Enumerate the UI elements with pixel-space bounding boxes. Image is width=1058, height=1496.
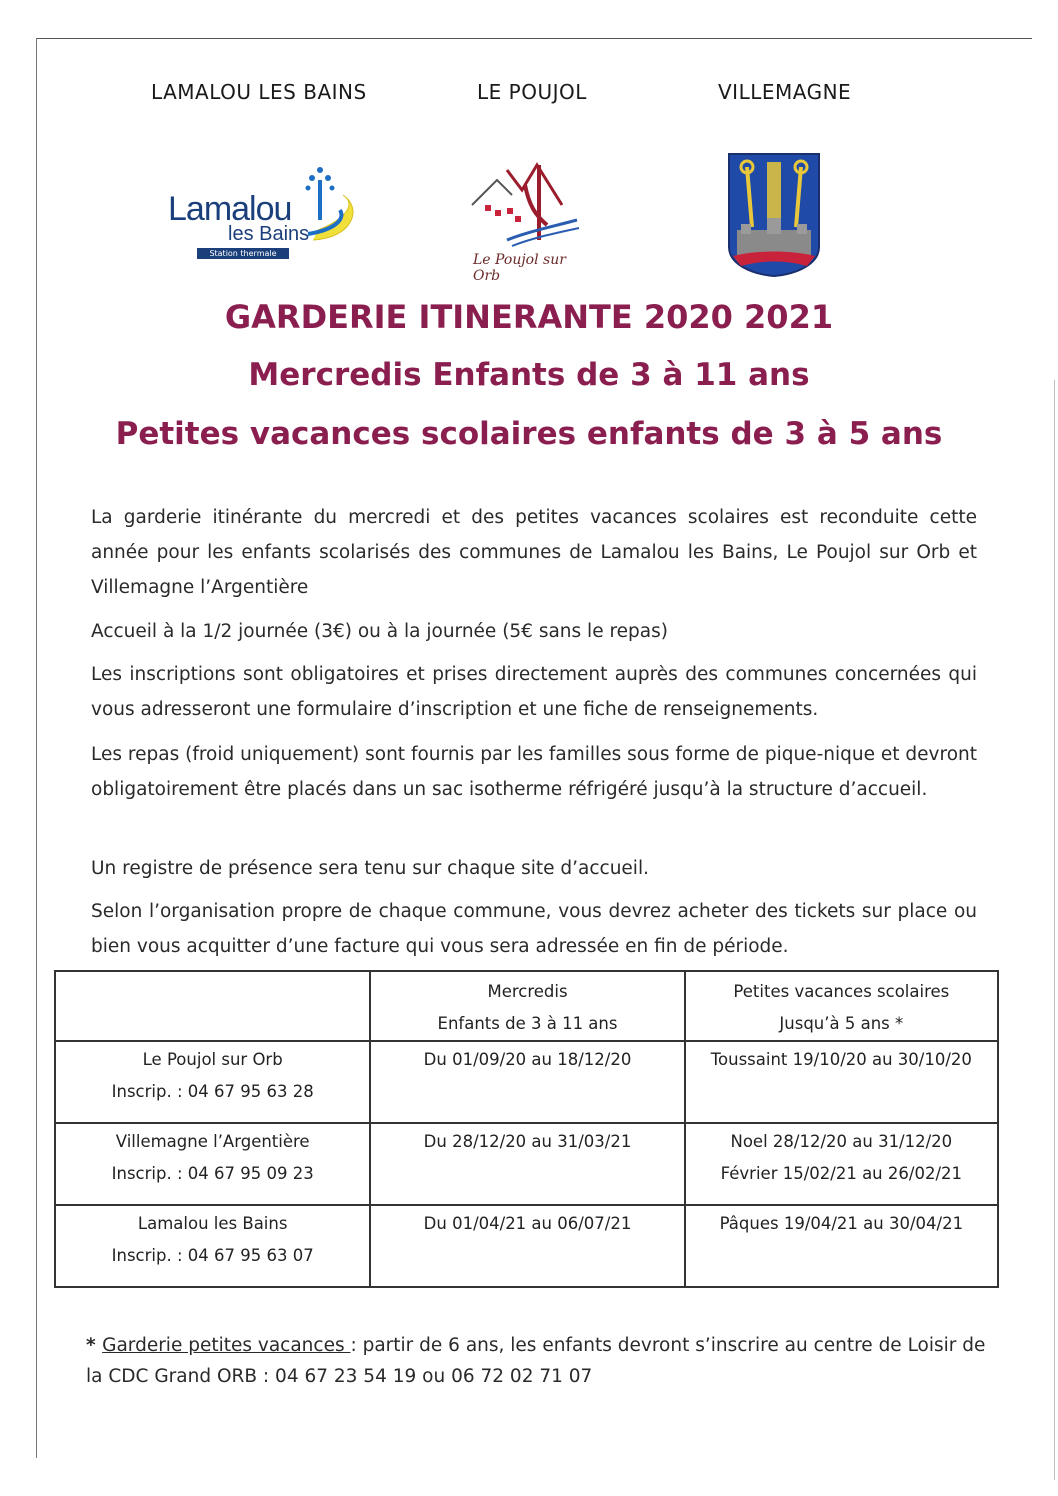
vacances-cell	[685, 1123, 998, 1205]
page-border-left	[36, 38, 37, 1458]
table-row	[55, 1041, 998, 1123]
vacances-period: Toussaint 19/10/20 au 30/10/20	[710, 1050, 972, 1069]
subtitle-mercredis: Mercredis Enfants de 3 à 11 ans	[248, 357, 810, 393]
town-le-poujol: LE POUJOL	[477, 80, 587, 104]
table-header-vacances	[685, 971, 998, 1041]
vacances-period: Noel 28/12/20 au 31/12/20	[730, 1132, 953, 1151]
page-border-right	[1054, 380, 1055, 1480]
vacances-cell	[685, 1205, 998, 1287]
villemagne-logo	[727, 152, 821, 277]
header-vacances-title: Petites vacances scolaires	[733, 982, 950, 1001]
mercredis-cell: Du 01/04/21 au 06/07/21	[370, 1205, 684, 1287]
coat-of-arms-icon	[727, 152, 821, 277]
mercredis-cell: Du 28/12/20 au 31/03/21	[370, 1123, 684, 1205]
table-header-empty	[55, 971, 370, 1041]
town-villemagne: VILLEMAGNE	[718, 80, 852, 104]
vacances-period-empty	[690, 1076, 993, 1108]
lamalou-logo-subname: les Bains	[228, 223, 310, 245]
lamalou-logo	[168, 160, 368, 265]
subtitle-vacances: Petites vacances scolaires enfants de 3 à 5 ans	[115, 416, 943, 452]
table-header-row	[55, 971, 998, 1041]
commune-cell	[55, 1041, 370, 1123]
commune-name: Lamalou les Bains	[137, 1214, 288, 1233]
commune-phone: Inscrip. : 04 67 95 63 07	[111, 1246, 314, 1265]
commune-cell	[55, 1123, 370, 1205]
table-header-mercredis	[370, 971, 684, 1041]
town-lamalou: LAMALOU LES BAINS	[151, 80, 367, 104]
paragraph-repas: Les repas (froid uniquement) sont fournis par les familles sous forme de pique-nique et devront obligatoirement être placés dans un sac isotherme réfrigéré jusqu’à la structure d’accueil.	[91, 744, 977, 800]
footnote	[86, 1330, 986, 1392]
lamalou-logo-tag: Station thermale	[197, 248, 289, 259]
lamalou-logo-name: Lamalou	[168, 190, 292, 228]
paragraph-accueil: Accueil à la 1/2 journée (3€) ou à la journée (5€ sans le repas)	[91, 621, 668, 642]
vacances-cell	[685, 1041, 998, 1123]
paragraph-inscriptions: Les inscriptions sont obligatoires et prises directement auprès des communes concernées qui vous adresseront une formulaire d’inscription et une fiche de renseignements.	[91, 664, 977, 720]
table-row	[55, 1205, 998, 1287]
schedule-table	[54, 970, 999, 1288]
paragraph-organisation: Selon l’organisation propre de chaque commune, vous devrez acheter des tickets sur place ou bien vous acquitter d’une facture qui vous sera adressée en fin de période.	[91, 901, 977, 957]
header-mercredis-age: Enfants de 3 à 11 ans	[437, 1014, 618, 1033]
poujol-bridge-icon	[467, 160, 592, 255]
paragraph-registre: Un registre de présence sera tenu sur chaque site d’accueil.	[91, 858, 649, 879]
poujol-logo	[467, 160, 592, 284]
commune-cell	[55, 1205, 370, 1287]
commune-phone: Inscrip. : 04 67 95 63 28	[111, 1082, 314, 1101]
commune-phone: Inscrip. : 04 67 95 09 23	[111, 1164, 314, 1183]
footnote-star: *	[86, 1335, 103, 1356]
paragraph-intro: La garderie itinérante du mercredi et des petites vacances scolaires est reconduite cette année pour les enfants scolarisés des communes de Lamalou les Bains, Le Poujol sur Orb et Villemagne l’Argentière	[91, 507, 977, 598]
table-row	[55, 1123, 998, 1205]
poujol-logo-text: Le Poujol sur Orb	[473, 252, 566, 284]
commune-name: Villemagne l’Argentière	[115, 1132, 310, 1151]
footnote-label: Garderie petites vacances	[102, 1335, 351, 1356]
header-vacances-age: Jusqu’à 5 ans *	[779, 1014, 904, 1033]
vacances-period: Février 15/02/21 au 26/02/21	[720, 1164, 962, 1183]
header-mercredis-title: Mercredis	[487, 982, 568, 1001]
footnote-text: : partir de 6 ans, les enfants devront s’inscrire au centre de Loisir de la CDC Grand ORB : 04 67 23 54 19 ou 06 72 02 71 07	[86, 1335, 986, 1387]
page-border-top	[36, 38, 1032, 39]
main-title: GARDERIE ITINERANTE 2020 2021	[224, 298, 834, 336]
vacances-period: Pâques 19/04/21 au 30/04/21	[719, 1214, 964, 1233]
mercredis-cell: Du 01/09/20 au 18/12/20	[370, 1041, 684, 1123]
commune-name: Le Poujol sur Orb	[142, 1050, 283, 1069]
